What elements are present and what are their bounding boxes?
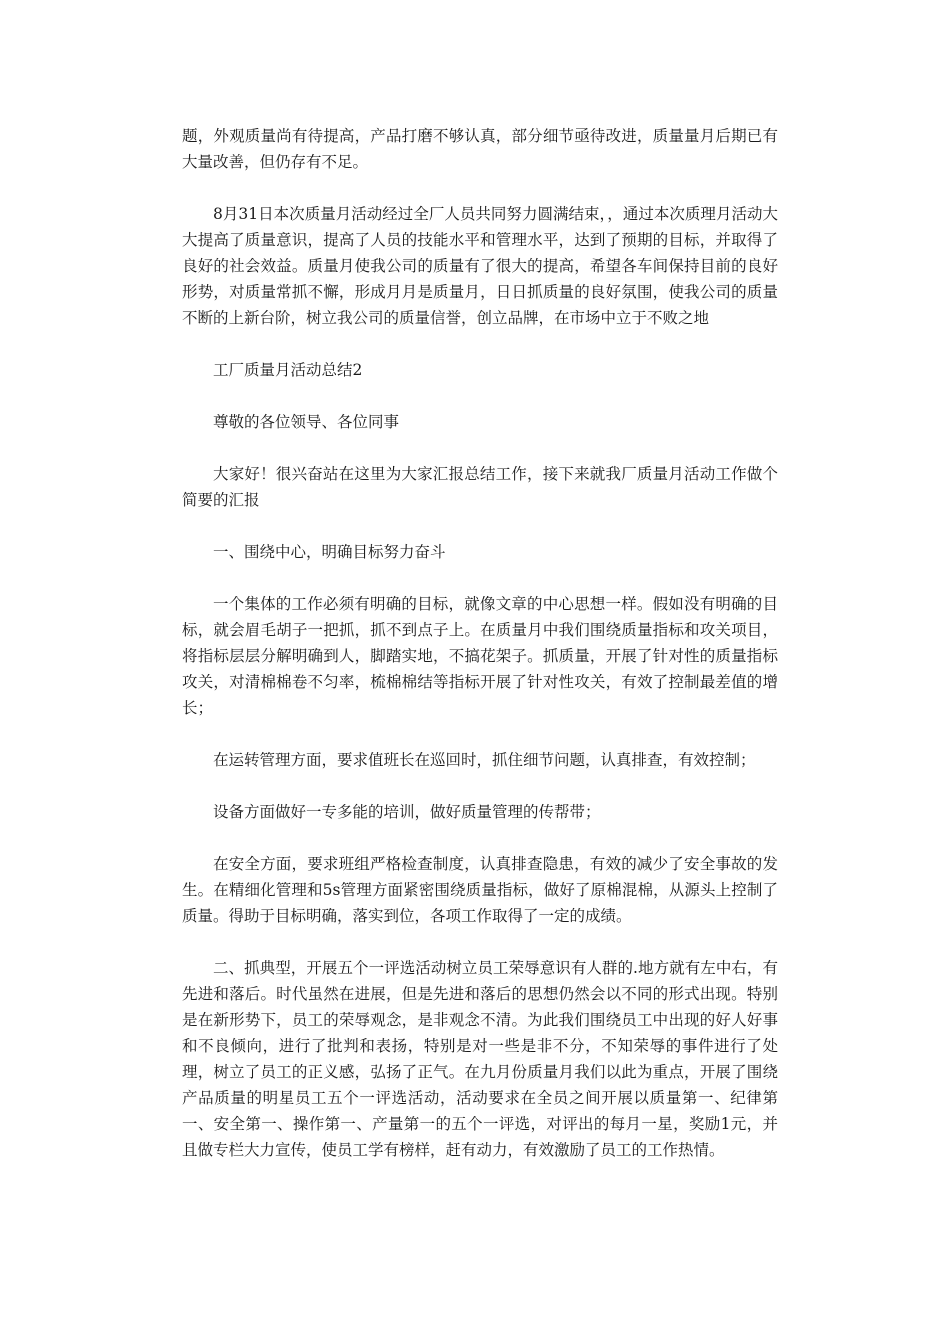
section-title: 工厂质量月活动总结2 [213,361,363,379]
paragraph-conclusion: 8月31日本次质量月活动经过全厂人员共同努力圆满结束，，通过本次质理月活动大大提高了质量意识，提高了人员的技能水平和管理水平，达到了预期的目标，并取得了良好的社会效益。质量月使我公司的质量有了很大的提高，希望各车间保持目前的良好形势，对质量常抓不懈，形成月月是质量月，日日抓质量的良好氛围，使我公司的质量不断的上新台阶，树立我公司的质量信誉，创立品牌，在市场中立于不败之地 [182,205,778,327]
paragraph-equipment: 设备方面做好一专多能的培训，做好质量管理的传帮带； [213,803,601,821]
document-body [182,123,778,1189]
paragraph-operations: 在运转管理方面，要求值班长在巡回时，抓住细节问题，认真排查，有效控制； [213,751,756,769]
paragraph-safety: 在安全方面，要求班组严格检查制度，认真排查隐患，有效的减少了安全事故的发生。在精细化管理和5s管理方面紧密围绕质量指标，做好了原棉混棉，从源头上控制了质量。得助于目标明确，落实到位，各项工作取得了一定的成绩。 [182,855,778,925]
heading-one: 一、围绕中心，明确目标努力奋斗 [213,543,446,561]
paragraph-heading-two: 二、抓典型，开展五个一评选活动树立员工荣辱意识有人群的.地方就有左中右，有先进和落后。时代虽然在进展，但是先进和落后的思想仍然会以不同的形式出现。特别是在新形势下，员工的荣辱观念，是非观念不清。为此我们围绕员工中出现的好人好事和不良倾向，进行了批判和表扬，特别是对一些是非不分，不知荣辱的事件进行了处理，树立了员工的正义感，弘扬了正气。在九月份质量月我们以此为重点，开展了围绕产品质量的明星员工五个一评选活动，活动要求在全员之间开展以质量第一、纪律第一、安全第一、操作第一、产量第一的五个一评选，对评出的每月一星，奖励1元，并且做专栏大力宣传，使员工学有榜样，赶有动力，有效激励了员工的工作热情。 [182,959,778,1159]
paragraph-greeting: 大家好！很兴奋站在这里为大家汇报总结工作，接下来就我厂质量月活动工作做个简要的汇报 [182,465,778,509]
paragraph-goals: 一个集体的工作必须有明确的目标，就像文章的中心思想一样。假如没有明确的目标，就会眉毛胡子一把抓，抓不到点子上。在质量月中我们围绕质量指标和攻关项目，将指标层层分解明确到人，脚踏实地，不搞花架子。抓质量，开展了针对性的质量指标攻关，对清棉棉卷不匀率，梳棉棉结等指标开展了针对性攻关，有效了控制最差值的增长； [182,595,778,717]
paragraph-continuation: 题，外观质量尚有待提高，产品打磨不够认真，部分细节亟待改进，质量量月后期已有大量改善，但仍存有不足。 [182,127,778,171]
salutation: 尊敬的各位领导、各位同事 [213,413,400,431]
